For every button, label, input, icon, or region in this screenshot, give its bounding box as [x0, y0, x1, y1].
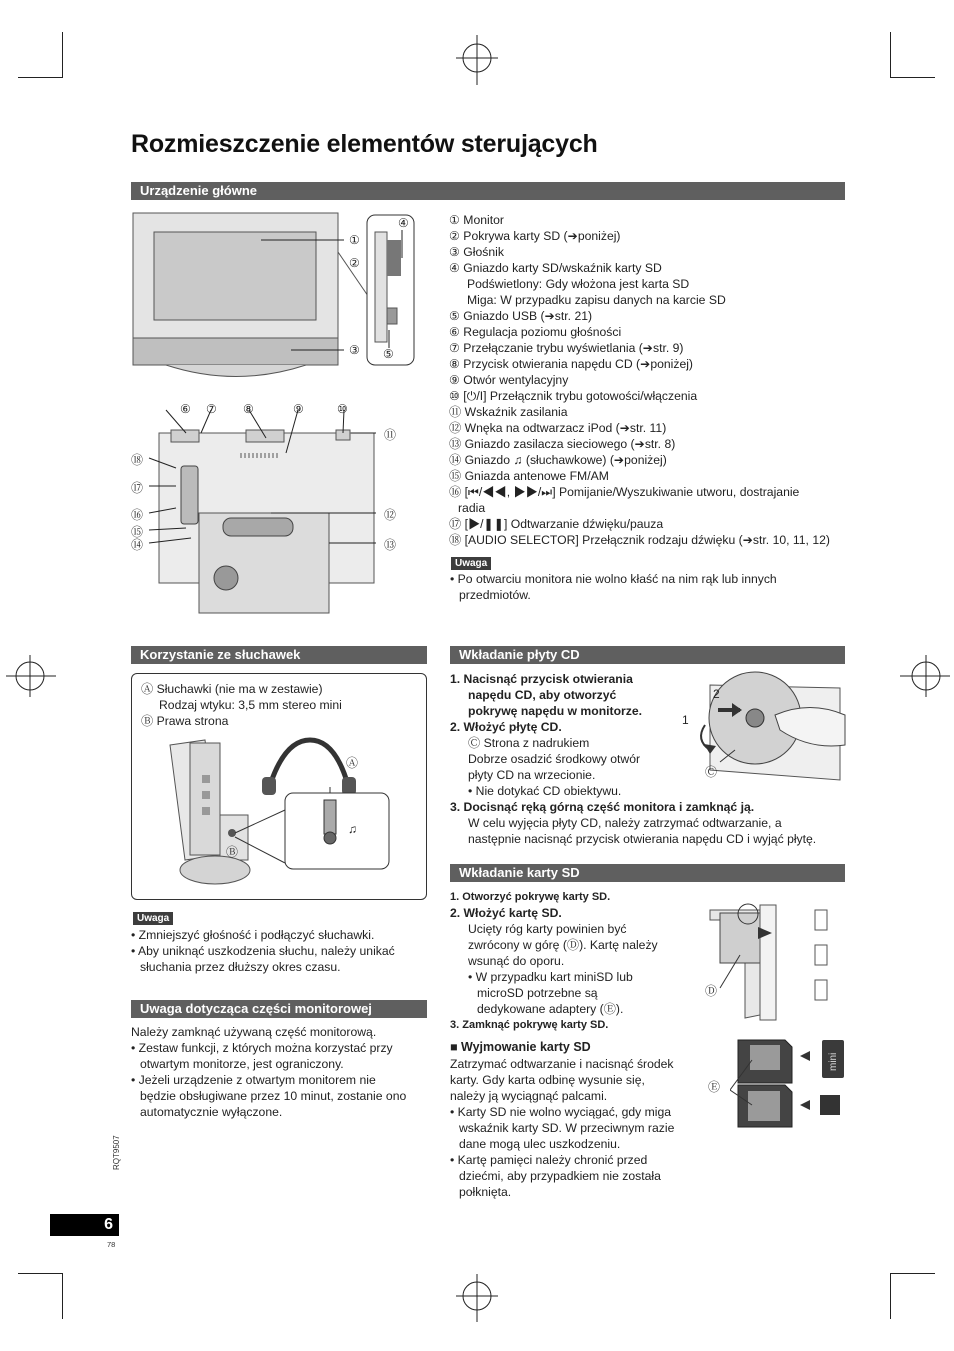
sd-adapter-illustration	[730, 1035, 846, 1130]
parts-list-item: ⑯ [⏮/◀◀, ▶▶/⏭] Pomijanie/Wyszukiwanie utworu, dostrajanie	[449, 485, 800, 499]
doc-code: RQT9507	[112, 1135, 121, 1170]
headphone-jack-icon: ♫	[348, 822, 357, 836]
sd-steps: 1. Otworzyć pokrywę karty SD. 2. Włożyć kartę SD. Ucięty róg karty powinien być zwrócony w górę (Ⓓ). Kartę należy wsunąć do oporu. • W przypadku kart miniSD lub microSD potrzebne są dedykowane adaptery (Ⓔ). 3. Zamknąć pokrywę karty SD.	[450, 891, 658, 1031]
callout-5: ⑤	[383, 347, 394, 361]
crop-mark	[62, 1273, 63, 1319]
callout-15: ⑮	[131, 525, 144, 539]
parts-list-item: ⑭ Gniazdo ♫ (słuchawkowe) (➔poniżej)	[449, 453, 667, 467]
callout-6: ⑥	[180, 402, 191, 416]
section-header-monitor-note: Uwaga dotycząca części monitorowej	[131, 1000, 427, 1018]
page-title: Rozmieszczenie elementów sterujących	[131, 130, 598, 158]
note-text: • Po otwarciu monitora nie wolno kłaść na nim rąk lub innych przedmiotów.	[450, 572, 777, 602]
parts-list-item: Podświetlony: Gdy włożona jest karta SD	[467, 277, 690, 291]
callout-D: Ⓓ	[705, 984, 718, 998]
main-unit-rear-illustration	[131, 398, 421, 620]
registration-mark	[456, 35, 498, 85]
callout-step-2: 2	[713, 687, 720, 701]
parts-list-item: ⑥ Regulacja poziomu głośności	[449, 325, 622, 339]
parts-list-item: ⑰ [▶/❚❚] Odtwarzanie dźwięku/pauza	[449, 517, 664, 531]
note-tag: Uwaga	[133, 912, 173, 925]
parts-list	[449, 212, 830, 548]
callout-13: ⑬	[384, 538, 397, 552]
callout-4: ④	[398, 216, 409, 230]
parts-list-item: ⑪ Wskaźnik zasilania	[449, 405, 568, 419]
section-header-sd: Wkładanie karty SD	[450, 864, 845, 882]
crop-mark	[18, 77, 63, 78]
parts-list-item: ⑱ [AUDIO SELECTOR] Przełącznik rodzaju dźwięku (➔str. 10, 11, 12)	[449, 533, 830, 547]
registration-mark	[6, 655, 56, 697]
sd-remove-title: ■ Wyjmowanie karty SD	[450, 1040, 591, 1054]
page-small-number: 78	[107, 1240, 116, 1249]
callout-10: ⑩	[337, 402, 348, 416]
mini-card-label: mini	[828, 1052, 839, 1071]
callout-1: ①	[349, 233, 360, 247]
callout-14: ⑭	[131, 538, 144, 552]
registration-mark	[456, 1274, 498, 1322]
headphone-illustration	[160, 735, 395, 890]
note-tag: Uwaga	[451, 557, 491, 570]
parts-list-item: radia	[458, 501, 486, 515]
callout-9: ⑨	[293, 402, 304, 416]
callout-2: ②	[349, 256, 360, 270]
section-header-main-unit: Urządzenie główne	[131, 182, 845, 200]
headphone-legend: Ⓐ Słuchawki (nie ma w zestawie) Rodzaj wtyku: 3,5 mm stereo mini Ⓑ Prawa strona	[141, 682, 342, 728]
section-header-cd: Wkładanie płyty CD	[450, 646, 845, 664]
callout-E: Ⓔ	[708, 1080, 721, 1094]
main-unit-front-illustration	[131, 210, 421, 385]
parts-list-item: ⑮ Gniazda antenowe FM/AM	[449, 469, 609, 483]
callout-18: ⑱	[131, 453, 144, 467]
crop-mark	[890, 1273, 891, 1319]
callout-8: ⑧	[243, 402, 254, 416]
callout-7: ⑦	[206, 402, 217, 416]
cd-steps: 1. Nacisnąć przycisk otwierania napędu CD, aby otworzyć pokrywę napędu w monitorze. 2. Włożyć płytę CD. Ⓒ Strona z nadrukiem Dobrze osadzić środkowy otwór płyty CD na wrzecionie. • Nie dotykać CD obiektywu. 3. Docisnąć ręką górną część monitora i zamknąć ją. W celu wyjęcia płyty CD, należy zatrzymać odtwarzanie, a następnie nacisnąć przycisk otwierania napędu CD i wyjąć płytę.	[450, 672, 817, 846]
headphone-notes: • Zmniejszyć głośność i podłączyć słuchawki. • Aby uniknąć uszkodzenia słuchu, należy unikać słuchania przez dłuższy okres czasu.	[131, 928, 395, 974]
registration-mark	[900, 655, 950, 697]
parts-list-item: ⑨ Otwór wentylacyjny	[449, 373, 569, 387]
parts-list-item: ③ Głośnik	[449, 245, 504, 259]
sd-remove-text: Zatrzymać odtwarzanie i nacisnąć środek karty. Gdy karta odbinę wysunie się, należy ją wyciągnąć palcami. • Karty SD nie wolno wyciągać, gdy miga wskaźnik karty SD. W przeciwnym razie dane mogą ulec uszkodzeniu. • Kartę pamięci należy chronić przed dziećmi, aby przypadkiem nie została połknięta.	[450, 1057, 675, 1199]
crop-mark	[18, 1273, 63, 1274]
monitor-note-text: Należy zamknąć używaną część monitorową. • Zestaw funkcji, z których można korzystać przy otwartym monitorze, jest ograniczony. • Jeżeli urządzenie z otwartym monitorem nie będzie obsługiwane przez 10 minut, zostanie ono automatycznie wyłączone.	[131, 1025, 407, 1119]
parts-list-item: ④ Gniazdo karty SD/wskaźnik karty SD	[449, 261, 662, 275]
parts-list-item: ② Pokrywa karty SD (➔poniżej)	[449, 229, 621, 243]
section-header-headphones: Korzystanie ze słuchawek	[131, 646, 427, 664]
crop-mark	[890, 32, 891, 78]
crop-mark	[62, 32, 63, 78]
crop-mark	[890, 1273, 935, 1274]
parts-list-item: Miga: W przypadku zapisu danych na karcie SD	[467, 293, 726, 307]
parts-list-item: ⑫ Wnęka na odtwarzacz iPod (➔str. 11)	[449, 421, 667, 435]
callout-11: ⑪	[384, 428, 397, 442]
callout-12: ⑫	[384, 508, 397, 522]
callout-B: Ⓑ	[226, 845, 239, 859]
callout-A: Ⓐ	[346, 756, 359, 770]
callout-17: ⑰	[131, 481, 144, 495]
page-number: 6	[50, 1214, 119, 1236]
crop-mark	[890, 77, 935, 78]
parts-list-item: ⑤ Gniazdo USB (➔str. 21)	[449, 309, 593, 323]
parts-list-item: ⑬ Gniazdo zasilacza sieciowego (➔str. 8)	[449, 437, 676, 451]
callout-C: Ⓒ	[705, 765, 718, 779]
callout-3: ③	[349, 343, 360, 357]
sd-insert-illustration	[700, 900, 846, 1025]
parts-list-item: ⑦ Przełączanie trybu wyświetlania (➔str. 9)	[449, 341, 684, 355]
parts-list-item: ⑧ Przycisk otwierania napędu CD (➔poniżej)	[449, 357, 693, 371]
parts-list-item: ① Monitor	[449, 213, 504, 227]
callout-step-1: 1	[682, 713, 689, 727]
parts-list-item: ⑩ [⏻/I] Przełącznik trybu gotowości/włączenia	[449, 389, 698, 403]
callout-16: ⑯	[131, 508, 144, 522]
